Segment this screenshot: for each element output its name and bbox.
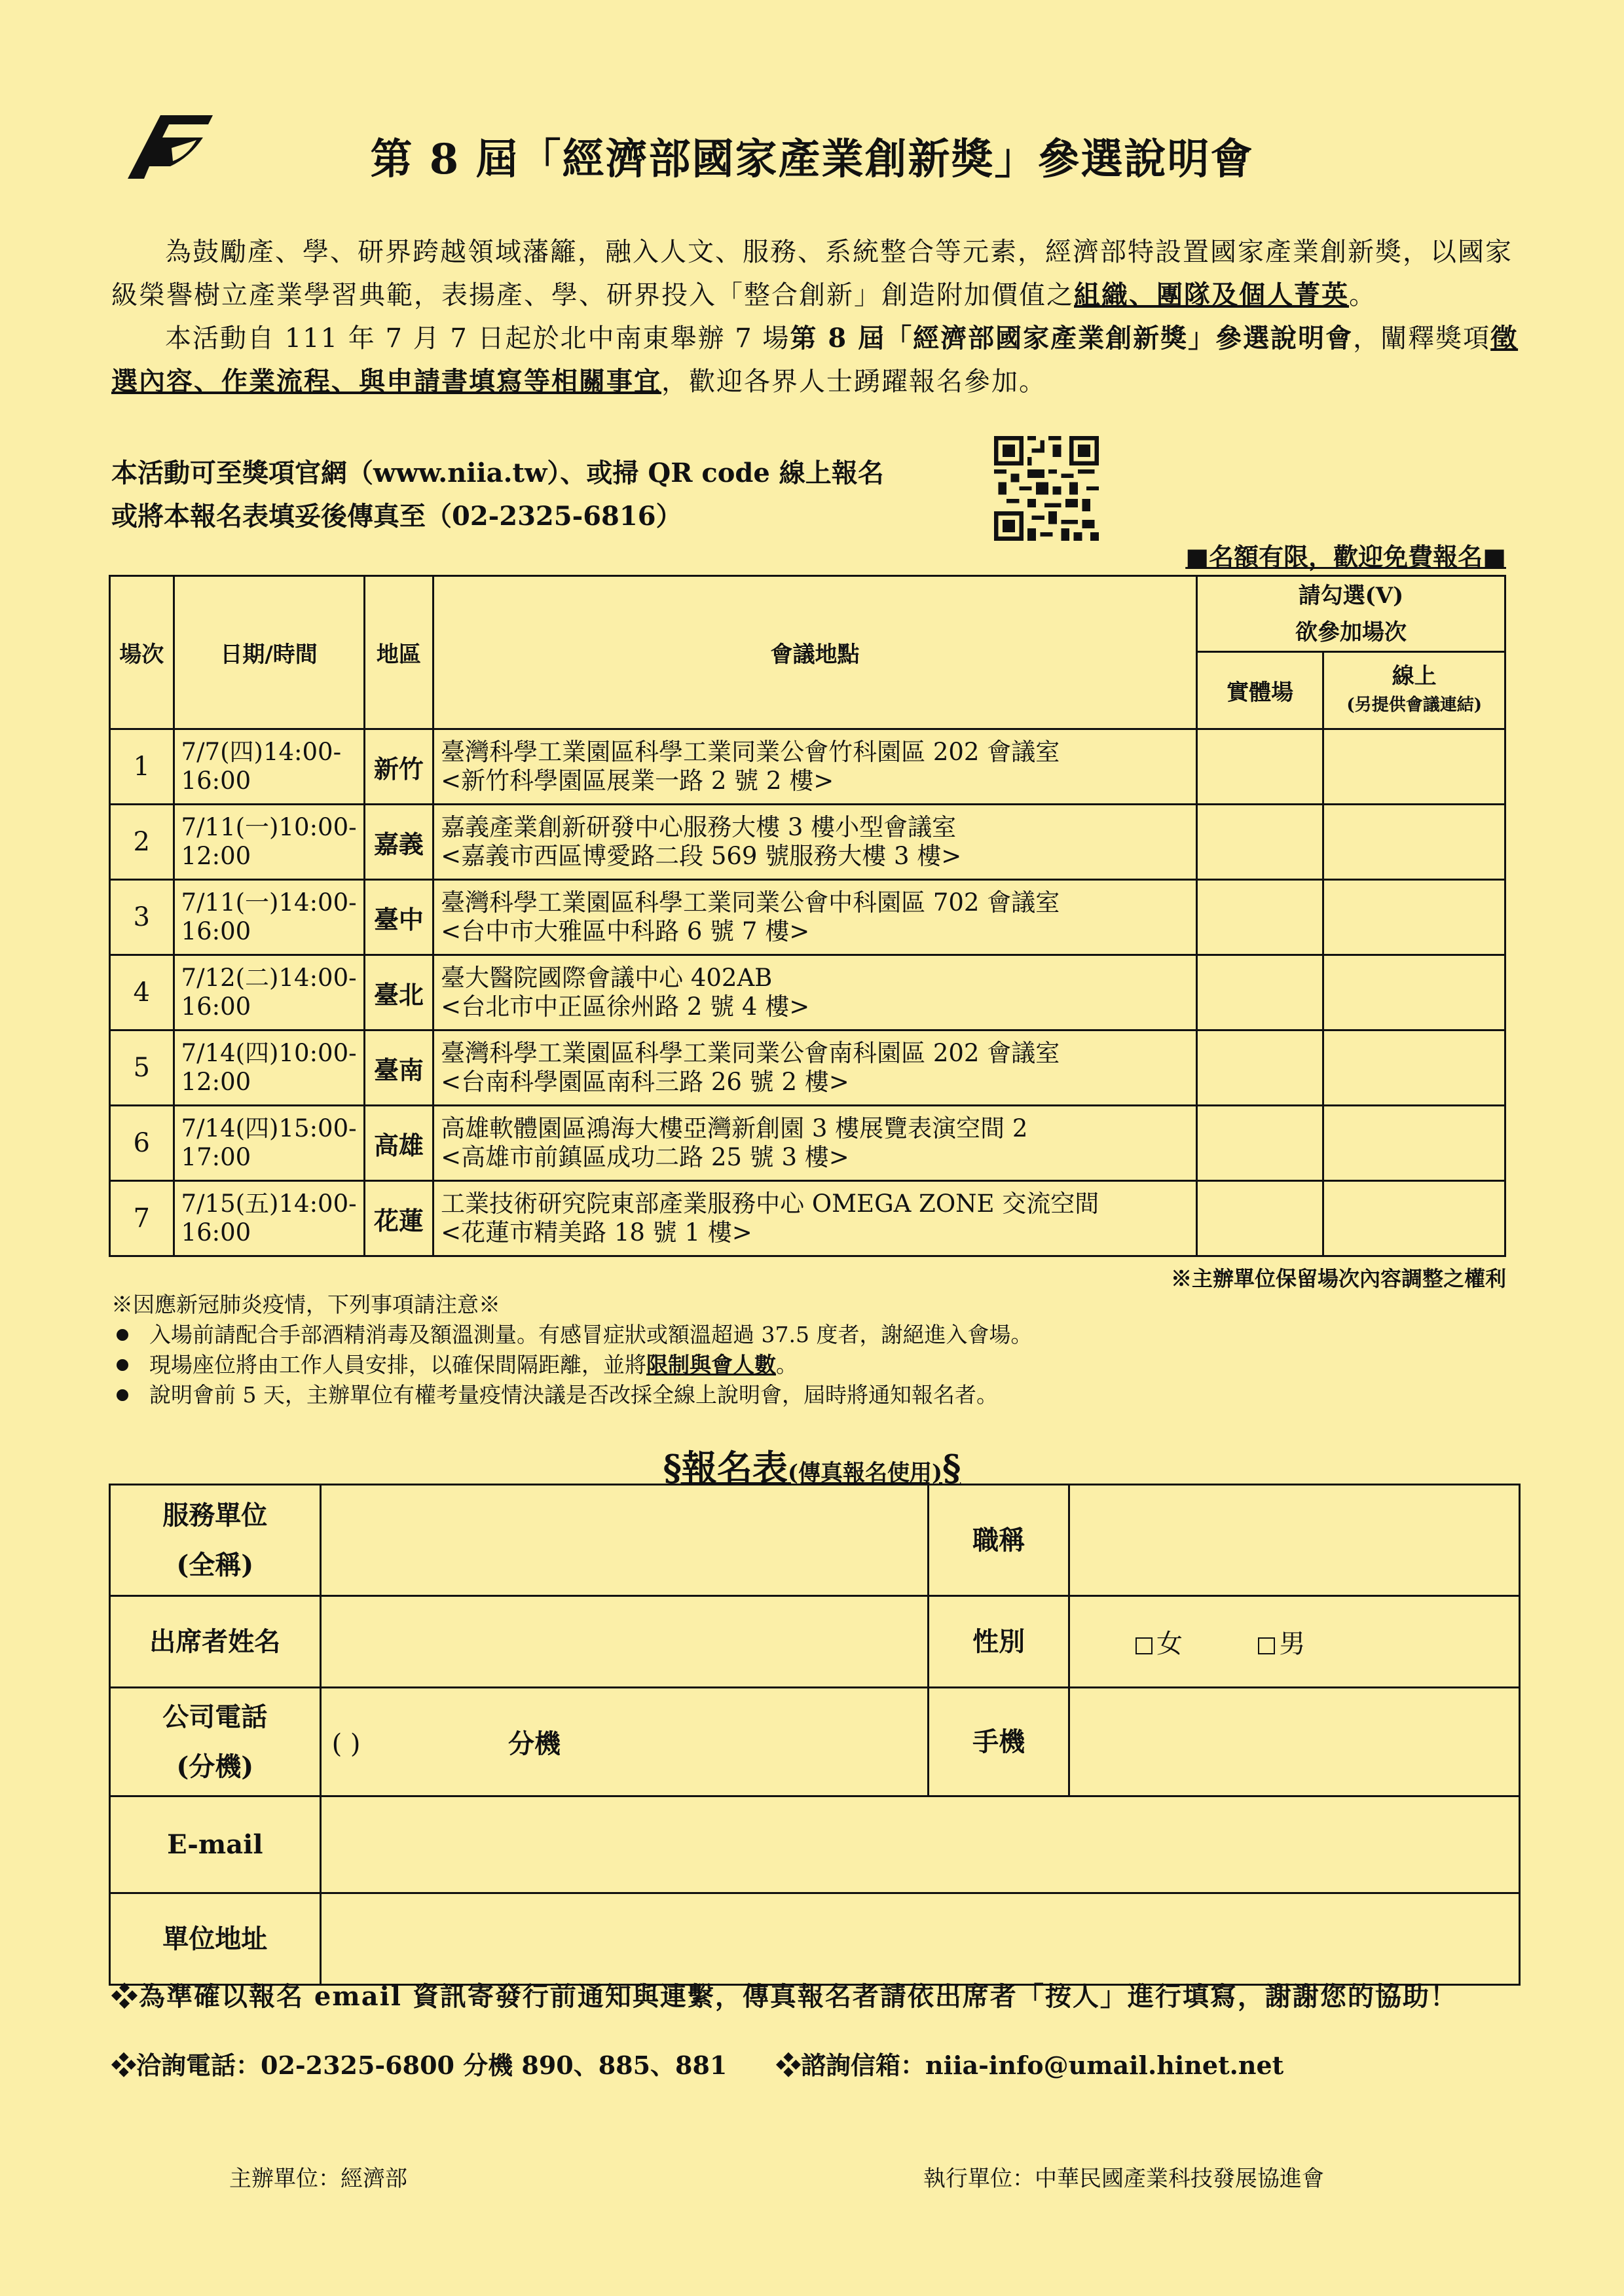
session-region: 新竹 bbox=[364, 729, 433, 805]
online-checkbox-cell[interactable] bbox=[1323, 1181, 1505, 1256]
covid-notes bbox=[111, 1290, 1032, 1410]
physical-checkbox-cell[interactable] bbox=[1196, 1030, 1323, 1106]
address-field[interactable] bbox=[320, 1893, 1519, 1985]
mobile-field[interactable] bbox=[1069, 1688, 1519, 1796]
online-checkbox-cell[interactable] bbox=[1323, 880, 1505, 955]
registration-line-2: 或將本報名表填妥後傳真至（02-2325-6816） bbox=[111, 501, 682, 532]
email-field[interactable] bbox=[320, 1796, 1519, 1893]
registration-line-1: 本活動可至獎項官網（www.niia.tw）、或掃 QR code 線上報名 bbox=[111, 458, 884, 488]
bullet-icon bbox=[117, 1359, 128, 1371]
session-region: 嘉義 bbox=[364, 805, 433, 880]
note-item-1: 入場前請配合手部酒精消毒及額溫測量。有感冒症狀或額溫超過 37.5 度者，謝絕進入會場。 bbox=[111, 1320, 1032, 1350]
physical-checkbox-cell[interactable] bbox=[1196, 1106, 1323, 1181]
gender-field: 女 男 bbox=[1069, 1596, 1519, 1688]
session-venue: 工業技術研究院東部產業服務中心 OMEGA ZONE 交流空間 <花蓮市精美路 18 號 1 樓> bbox=[434, 1181, 1197, 1256]
registration-info bbox=[111, 452, 884, 538]
header-session: 場次 bbox=[110, 576, 174, 729]
extension-label: 分機 bbox=[507, 1728, 561, 1759]
bullet-icon bbox=[117, 1329, 128, 1341]
email-label: E-mail bbox=[110, 1796, 321, 1893]
session-region: 臺北 bbox=[364, 955, 433, 1030]
note-item-2: 現場座位將由工作人員安排，以確保間隔距離，並將 限制與會人數 。 bbox=[111, 1350, 1032, 1380]
session-number: 5 bbox=[110, 1030, 174, 1106]
session-venue: 嘉義產業創新研發中心服務大樓 3 樓小型會議室 <嘉義市西區博愛路二段 569 號服務大樓 3 樓> bbox=[434, 805, 1197, 880]
job-title-label: 職稱 bbox=[929, 1485, 1069, 1596]
notes-heading: ※因應新冠肺炎疫情，下列事項請注意※ bbox=[111, 1292, 500, 1317]
session-venue: 臺灣科學工業園區科學工業同業公會竹科園區 202 會議室 <新竹科學園區展業一路 2 號 2 樓> bbox=[434, 729, 1197, 805]
session-datetime: 7/14(四)10:00- 12:00 bbox=[174, 1030, 364, 1106]
header-venue: 會議地點 bbox=[434, 576, 1197, 729]
schedule-row bbox=[110, 1030, 1505, 1106]
session-number: 1 bbox=[110, 729, 174, 805]
bullet-icon bbox=[117, 1389, 128, 1401]
header-online: 線上 (另提供會議連結) bbox=[1323, 652, 1505, 729]
online-checkbox-cell[interactable] bbox=[1323, 955, 1505, 1030]
session-number: 6 bbox=[110, 1106, 174, 1181]
rights-note: ※主辦單位保留場次內容調整之權利 bbox=[1170, 1266, 1506, 1291]
session-region: 臺南 bbox=[364, 1030, 433, 1106]
contact-email: ❖諮詢信箱：niia-info@umail.hinet.net bbox=[776, 2050, 1284, 2080]
qr-code-icon[interactable] bbox=[994, 436, 1099, 541]
schedule-table bbox=[109, 575, 1506, 1257]
male-checkbox[interactable] bbox=[1258, 1637, 1275, 1654]
schedule-row bbox=[110, 880, 1505, 955]
unit-label: 服務單位 (全稱) bbox=[110, 1485, 321, 1596]
contact-phone: ❖洽詢電話：02-2325-6800 分機 890、885、881 bbox=[111, 2050, 728, 2080]
header-datetime: 日期/時間 bbox=[174, 576, 364, 729]
intro-paragraph: 為鼓勵產、學、研界跨越領域藩籬，融入人文、服務、系統整合等元素，經濟部特設置國家產業創新獎，以國家級榮譽樹立產業學習典範，表揚產、學、研界投入「整合創新」創造附加價值之組織、團隊及個人菁英。 本活動自 111 年 7 月 7 日起於北中南東舉辦 7 場第 8 屆「經濟部國家產業創新獎」參選說明會，闡釋獎項徵選內容、作業流程、與申請書填寫等相關事宜，歡迎各界人士踴躍報名參加。 bbox=[111, 237, 1519, 397]
online-checkbox-cell[interactable] bbox=[1323, 805, 1505, 880]
session-venue: 臺灣科學工業園區科學工業同業公會中科園區 702 會議室 <台中市大雅區中科路 6 號 7 樓> bbox=[434, 880, 1197, 955]
address-label: 單位地址 bbox=[110, 1893, 321, 1985]
session-venue: 臺灣科學工業園區科學工業同業公會南科園區 202 會議室 <台南科學園區南科三路 26 號 2 樓> bbox=[434, 1030, 1197, 1106]
physical-checkbox-cell[interactable] bbox=[1196, 955, 1323, 1030]
unit-field[interactable] bbox=[320, 1485, 929, 1596]
phone-label: 公司電話 (分機) bbox=[110, 1688, 321, 1796]
session-venue: 高雄軟體園區鴻海大樓亞灣新創園 3 樓展覽表演空間 2 <高雄市前鎮區成功二路 25 號 3 樓> bbox=[434, 1106, 1197, 1181]
female-checkbox[interactable] bbox=[1135, 1637, 1153, 1654]
attendee-name-label: 出席者姓名 bbox=[110, 1596, 321, 1688]
header-select: 請勾選(V) 欲參加場次 bbox=[1196, 576, 1505, 652]
phone-field[interactable]: ( ) 分機 bbox=[320, 1688, 929, 1796]
online-checkbox-cell[interactable] bbox=[1323, 1106, 1505, 1181]
organizer: 主辦單位：經濟部 bbox=[229, 2166, 407, 2192]
fax-note: ❖為準確以報名 email 資訊寄發行前通知與連繫，傳真報名者請依出席者「按人」進行填寫，謝謝您的協助！ bbox=[111, 1981, 1458, 2012]
page-title: 第 8 屆「經濟部國家產業創新獎」參選說明會 bbox=[370, 135, 1254, 184]
header-region: 地區 bbox=[364, 576, 433, 729]
session-datetime: 7/11(一)10:00- 12:00 bbox=[174, 805, 364, 880]
registration-form bbox=[109, 1484, 1521, 1986]
header-physical: 實體場 bbox=[1196, 652, 1323, 729]
session-region: 高雄 bbox=[364, 1106, 433, 1181]
executor: 執行單位：中華民國產業科技發展協進會 bbox=[923, 2166, 1324, 2192]
session-region: 花蓮 bbox=[364, 1181, 433, 1256]
mobile-label: 手機 bbox=[929, 1688, 1069, 1796]
session-number: 4 bbox=[110, 955, 174, 1030]
online-checkbox-cell[interactable] bbox=[1323, 1030, 1505, 1106]
session-datetime: 7/14(四)15:00- 17:00 bbox=[174, 1106, 364, 1181]
schedule-row bbox=[110, 729, 1505, 805]
physical-checkbox-cell[interactable] bbox=[1196, 880, 1323, 955]
session-venue: 臺大醫院國際會議中心 402AB <台北市中正區徐州路 2 號 4 樓> bbox=[434, 955, 1197, 1030]
schedule-row bbox=[110, 805, 1505, 880]
job-title-field[interactable] bbox=[1069, 1485, 1519, 1596]
physical-checkbox-cell[interactable] bbox=[1196, 805, 1323, 880]
session-number: 7 bbox=[110, 1181, 174, 1256]
form-title: §報名表(傳真報名使用)§ bbox=[663, 1447, 961, 1489]
session-datetime: 7/11(一)14:00- 16:00 bbox=[174, 880, 364, 955]
session-number: 3 bbox=[110, 880, 174, 955]
session-region: 臺中 bbox=[364, 880, 433, 955]
schedule-row bbox=[110, 1181, 1505, 1256]
quota-note: ■名額有限，歡迎免費報名■ bbox=[1185, 542, 1506, 572]
gender-label: 性別 bbox=[929, 1596, 1069, 1688]
session-datetime: 7/15(五)14:00- 16:00 bbox=[174, 1181, 364, 1256]
schedule-row bbox=[110, 955, 1505, 1030]
online-checkbox-cell[interactable] bbox=[1323, 729, 1505, 805]
session-datetime: 7/7(四)14:00- 16:00 bbox=[174, 729, 364, 805]
physical-checkbox-cell[interactable] bbox=[1196, 729, 1323, 805]
attendee-name-field[interactable] bbox=[320, 1596, 929, 1688]
session-number: 2 bbox=[110, 805, 174, 880]
physical-checkbox-cell[interactable] bbox=[1196, 1181, 1323, 1256]
session-datetime: 7/12(二)14:00- 16:00 bbox=[174, 955, 364, 1030]
schedule-row bbox=[110, 1106, 1505, 1181]
note-item-3: 說明會前 5 天，主辦單位有權考量疫情決議是否改採全線上說明會，屆時將通知報名者。 bbox=[111, 1380, 1032, 1410]
